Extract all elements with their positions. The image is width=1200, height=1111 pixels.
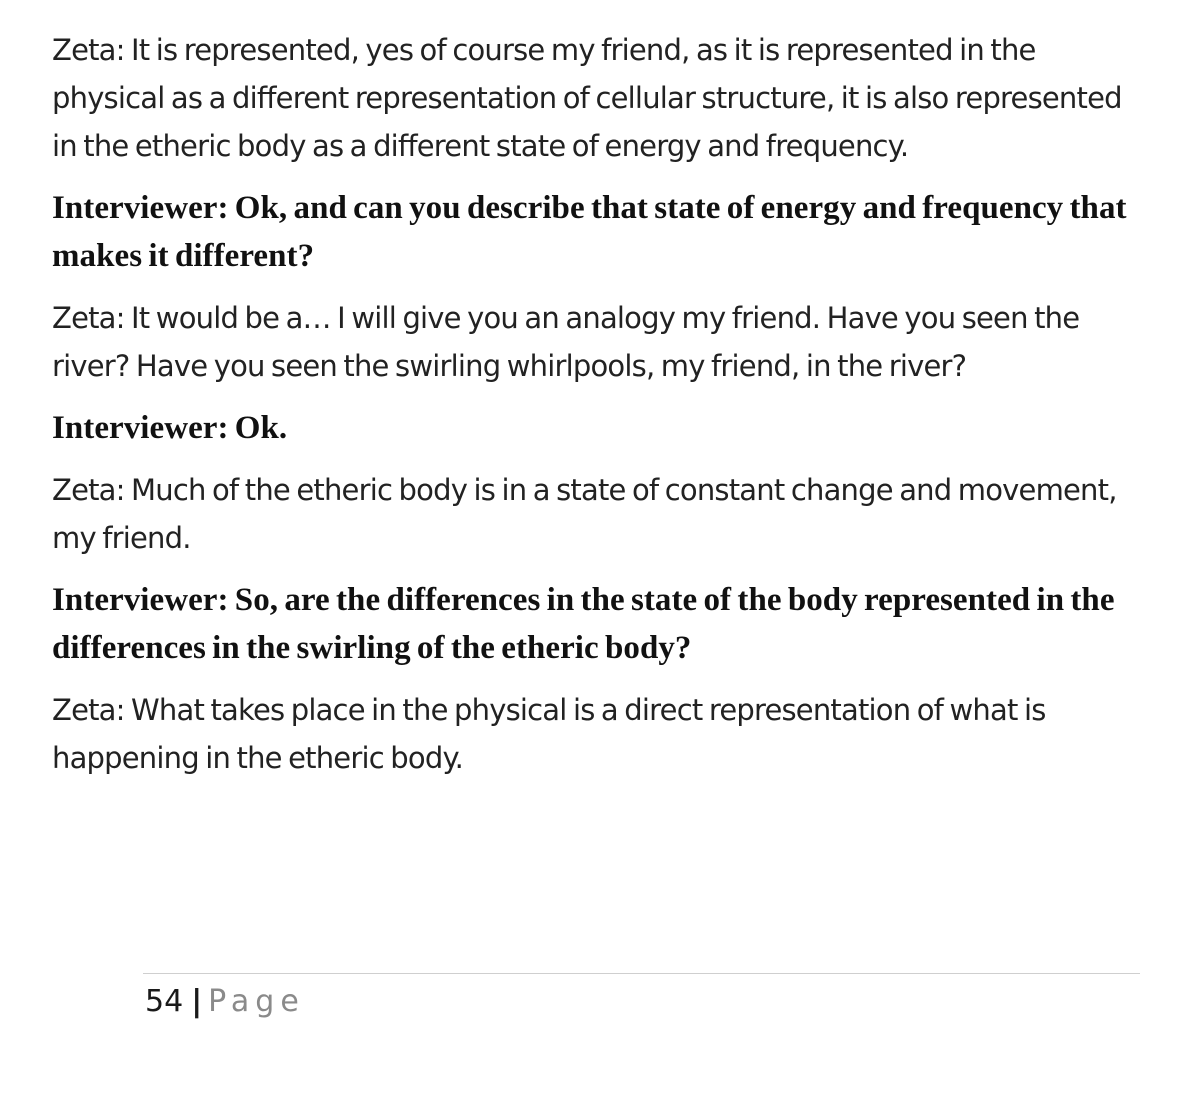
page-label: Page (208, 984, 305, 1019)
interviewer-question: Interviewer: Ok. (52, 410, 288, 446)
zeta-paragraph: Zeta: Much of the etheric body is in a state of constant change and movement, my friend. (52, 473, 1117, 555)
document-page (52, 26, 1142, 796)
zeta-paragraph: Zeta: It would be a… I will give you an analogy my friend. Have you seen the river? Have you seen the swirling whirlpools, my friend, in the river? (52, 301, 1080, 383)
interviewer-question: Interviewer: So, are the differences in the state of the body represented in the differences in the swirling of the etheric body? (52, 582, 1115, 666)
page-number: 54 (145, 984, 184, 1019)
zeta-paragraph: Zeta: What takes place in the physical is a direct representation of what is happening in the etheric body. (52, 693, 1046, 775)
zeta-paragraph: Zeta: It is represented, yes of course my friend, as it is represented in the physical as a different representation of cellular structure, it is also represented in the etheric body as a different state of energy and frequency. (52, 33, 1122, 163)
page-footer (145, 982, 305, 1022)
interviewer-question: Interviewer: Ok, and can you describe that state of energy and frequency that makes it different? (52, 190, 1127, 274)
footer-divider (143, 973, 1140, 974)
footer-separator: | (191, 984, 203, 1019)
